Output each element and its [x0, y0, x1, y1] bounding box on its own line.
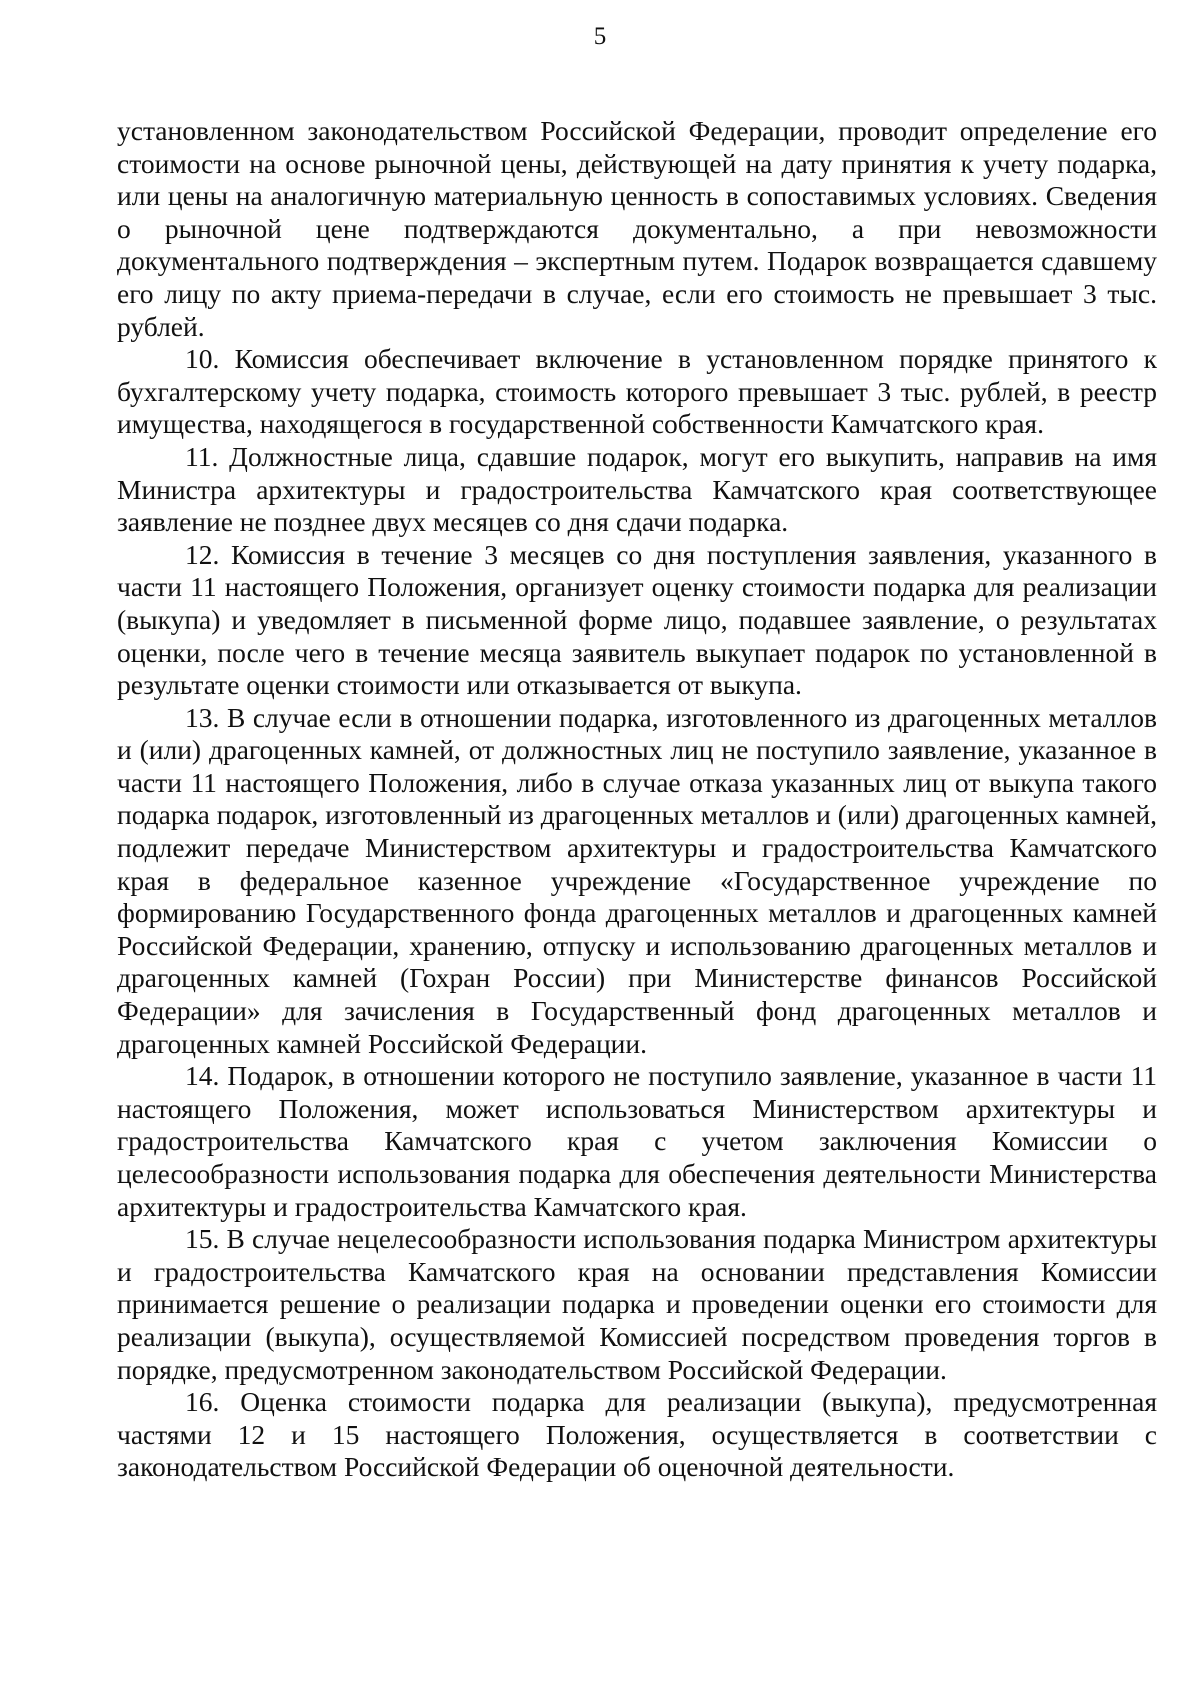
paragraph-11: 11. Должностные лица, сдавшие подарок, могут его выкупить, направив на имя Министра архитектуры и градостроительства Камчатского края соответствующее заявление не позднее двух месяцев со дня сдачи подарка. [117, 440, 1157, 538]
page-number: 5 [593, 23, 607, 50]
paragraph-intro: установленном законодательством Российской Федерации, проводит определение его стоимости на основе рыночной цены, действующей на дату принятия к учету подарка, или цены на аналогичную материальную ценность в сопоставимых условиях. Сведения о рыночной цене подтверждаются документально, а при невозможности документального подтверждения – экспертным путем. Подарок возвращается сдавшему его лицу по акту приема-передачи в случае, если его стоимость не превышает 3 тыс. рублей. [117, 115, 1157, 342]
paragraph-15: 15. В случае нецелесообразности использования подарка Министром архитектуры и градостроительства Камчатского края на основании представления Комиссии принимается решение о реализации подарка и проведении оценки его стоимости для реализации (выкупа), осуществляемой Комиссией посредством проведения торгов в порядке, предусмотренном законодательством Российской Федерации. [117, 1223, 1157, 1385]
paragraph-12: 12. Комиссия в течение 3 месяцев со дня поступления заявления, указанного в части 11 настоящего Положения, организует оценку стоимости подарка для реализации (выкупа) и уведомляет в письменной форме лицо, подавшее заявление, о результатах оценки, после чего в течение месяца заявитель выкупает подарок по установленной в результате оценки стоимости или отказывается от выкупа. [117, 538, 1157, 701]
document-body [117, 115, 1157, 1484]
paragraph-14: 14. Подарок, в отношении которого не поступило заявление, указанное в части 11 настоящего Положения, может использоваться Министерством архитектуры и градостроительства Камчатского края с учетом заключения Комиссии о целесообразности использования подарка для обеспечения деятельности Министерства архитектуры и градостроительства Камчатского края. [117, 1060, 1157, 1222]
paragraph-10: 10. Комиссия обеспечивает включение в установленном порядке принятого к бухгалтерскому учету подарка, стоимость которого превышает 3 тыс. рублей, в реестр имущества, находящегося в государственной собственности Камчатского края. [117, 343, 1157, 440]
paragraph-16: 16. Оценка стоимости подарка для реализации (выкупа), предусмотренная частями 12 и 15 настоящего Положения, осуществляется в соответствии с законодательством Российской Федерации об оценочной деятельности. [117, 1386, 1157, 1483]
paragraph-13: 13. В случае если в отношении подарка, изготовленного из драгоценных металлов и (или) драгоценных камней, от должностных лиц не поступило заявление, указанное в части 11 настоящего Положения, либо в случае отказа указанных лиц от выкупа такого подарка подарок, изготовленный из драгоценных металлов и (или) драгоценных камней, подлежит передаче Министерством архитектуры и градостроительства Камчатского края в федеральное казенное учреждение «Государственное учреждение по формированию Государственного фонда драгоценных металлов и драгоценных камней Российской Федерации, хранению, отпуску и использованию драгоценных металлов и драгоценных камней (Гохран России) при Министерстве финансов Российской Федерации» для зачисления в Государственный фонд драгоценных металлов и драгоценных камней Российской Федерации. [117, 701, 1157, 1059]
